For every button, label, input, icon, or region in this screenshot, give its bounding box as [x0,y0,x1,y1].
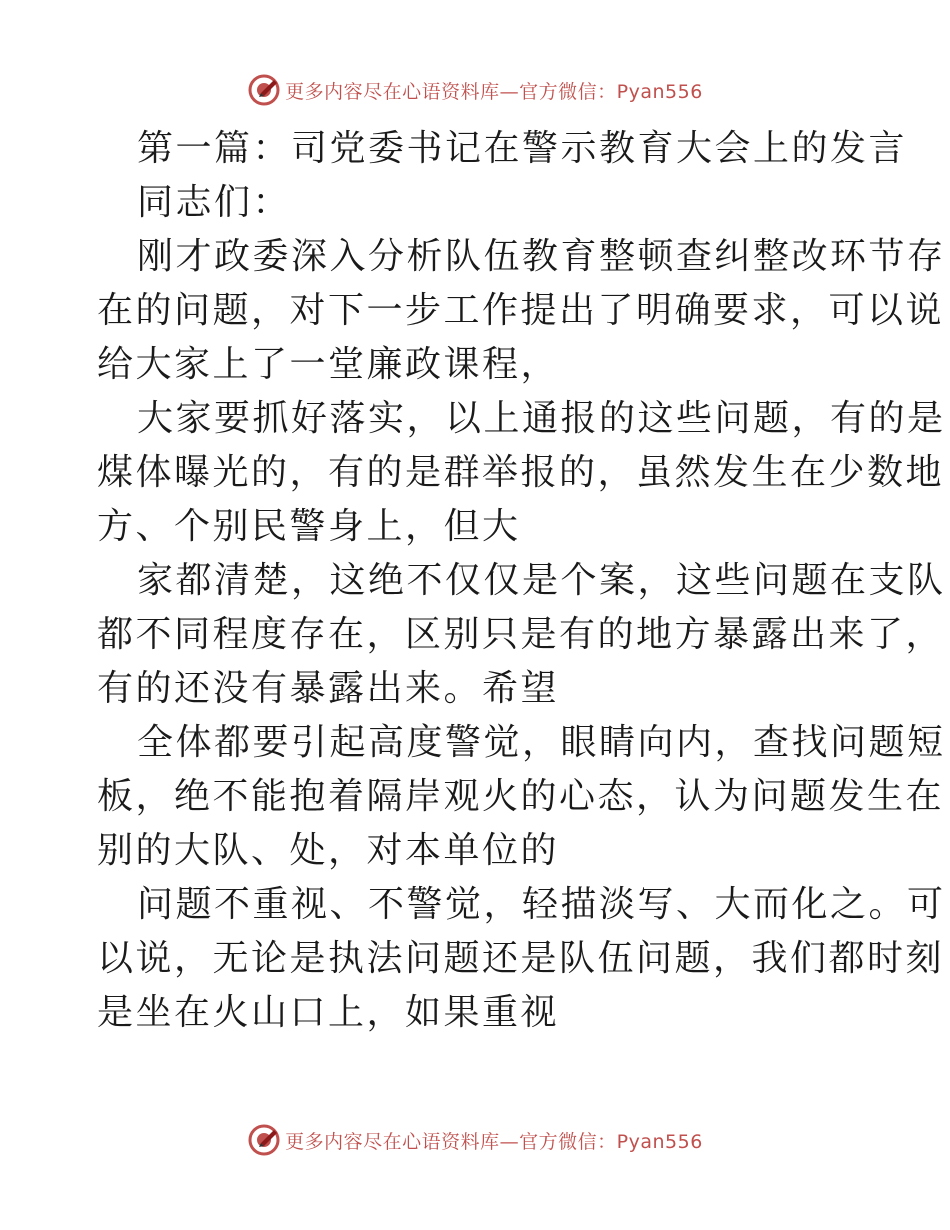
text-line: 都不同程度存在，区别只是有的地方暴露出来了， [97,614,945,655]
text-line: 板，绝不能抱着隔岸观火的心态，认为问题发生在 [97,776,945,817]
text-line: 给大家上了一堂廉政课程， [97,344,560,385]
text-line: 刚才政委深入分析队伍教育整顿查纠整改环节存 [137,236,946,277]
logo-icon [247,1123,281,1157]
header-wechat-id: Pyan556 [616,80,703,103]
text-line: 全体都要引起高度警觉，眼睛向内，查找问题短 [137,722,946,763]
document-body [97,122,946,1040]
footer-banner-text: 更多内容尽在心语资料库—官方微信：Pyan556 [285,1130,703,1153]
footer-banner [0,1120,950,1160]
text-line: 方、个别民警身上，但大 [97,506,521,547]
header-banner-text: 更多内容尽在心语资料库—官方微信：Pyan556 [285,80,703,103]
text-line: 别的大队、处，对本单位的 [97,830,560,871]
text-line: 煤体曝光的，有的是群举报的，虽然发生在少数地 [97,452,945,493]
text-line: 问题不重视、不警觉，轻描淡写、大而化之。可 [137,884,946,925]
header-banner [0,70,950,110]
text-line: 有的还没有暴露出来。希望 [97,668,560,709]
footer-wechat-id: Pyan556 [616,1130,703,1153]
text-line: 是坐在火山口上，如果重视 [97,992,560,1033]
text-line: 家都清楚，这绝不仅仅是个案，这些问题在支队 [137,560,946,601]
text-line: 以说，无论是执法问题还是队伍问题，我们都时刻 [97,938,945,979]
text-line: 大家要抓好落实，以上通报的这些问题，有的是 [137,398,946,439]
text-line: 在的问题，对下一步工作提出了明确要求，可以说 [97,290,945,331]
logo-icon [247,73,281,107]
text-line: 同志们： [137,182,292,223]
text-line: 第一篇：司党委书记在警示教育大会上的发言 [137,128,908,169]
